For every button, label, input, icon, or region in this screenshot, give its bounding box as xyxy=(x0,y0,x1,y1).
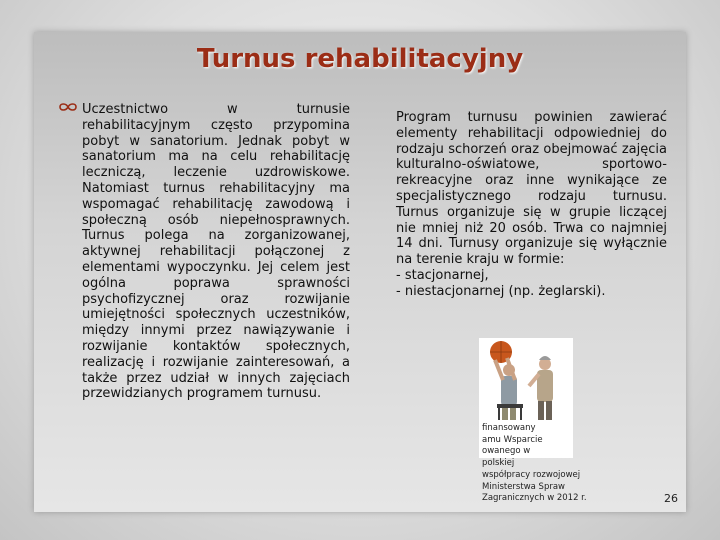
left-paragraph: Uczestnictwo w turnusie rehabilitacyjnym często przypomina pobyt w sanatorium. Jednak pobyt w sanatorium ma na celu rehabilitację leczniczą, leczenie uzdrowiskowe. Natomiast turnus rehabilitacyjny ma wspomagać rehabilitację zawodową i społeczną osób niepełnosprawnych. Turnus polega na zorganizowanej, aktywnej rehabilitacji połączonej z elementami wypoczynku. Jej celem jest ogólna poprawa sprawności psychofizycznej oraz rozwijanie umiejętności społecznych uczestników, między innymi przez nawiązywanie i rozwijanie kontaktów społecznych, realizację i rozwijanie zainteresowań, a także przez udział w innych zajęciach przewidzianych programem turnusu. xyxy=(82,102,350,402)
photo-caption: finansowany amu Wsparcie owanego w polskiej współpracy rozwojowej Ministerstwa Spraw Zagranicznych w 2012 r. xyxy=(482,423,587,504)
right-text-column xyxy=(396,110,667,300)
slide-title: Turnus rehabilitacyjny xyxy=(196,44,524,74)
left-text-column xyxy=(82,102,350,402)
right-paragraph: Program turnusu powinien zawierać elementy rehabilitacji odpowiedniej do rodzaju schorzeń oraz obejmować zajęcia kulturalno-oświatowe, sportowo-rekreacyjne oraz inne wynikające ze specjalistycznego rodzaju turnusu. Turnus organizuje się w grupie liczącej nie mniej niż 20 osób. Trwa co najmniej 14 dni. Turnusy organizuje się wyłącznie na terenie kraju w formie: - stacjonarnej, - niestacjonarnej (np. żeglarski). xyxy=(396,110,667,299)
bullet-icon xyxy=(58,100,78,114)
page-number: 26 xyxy=(664,492,678,505)
